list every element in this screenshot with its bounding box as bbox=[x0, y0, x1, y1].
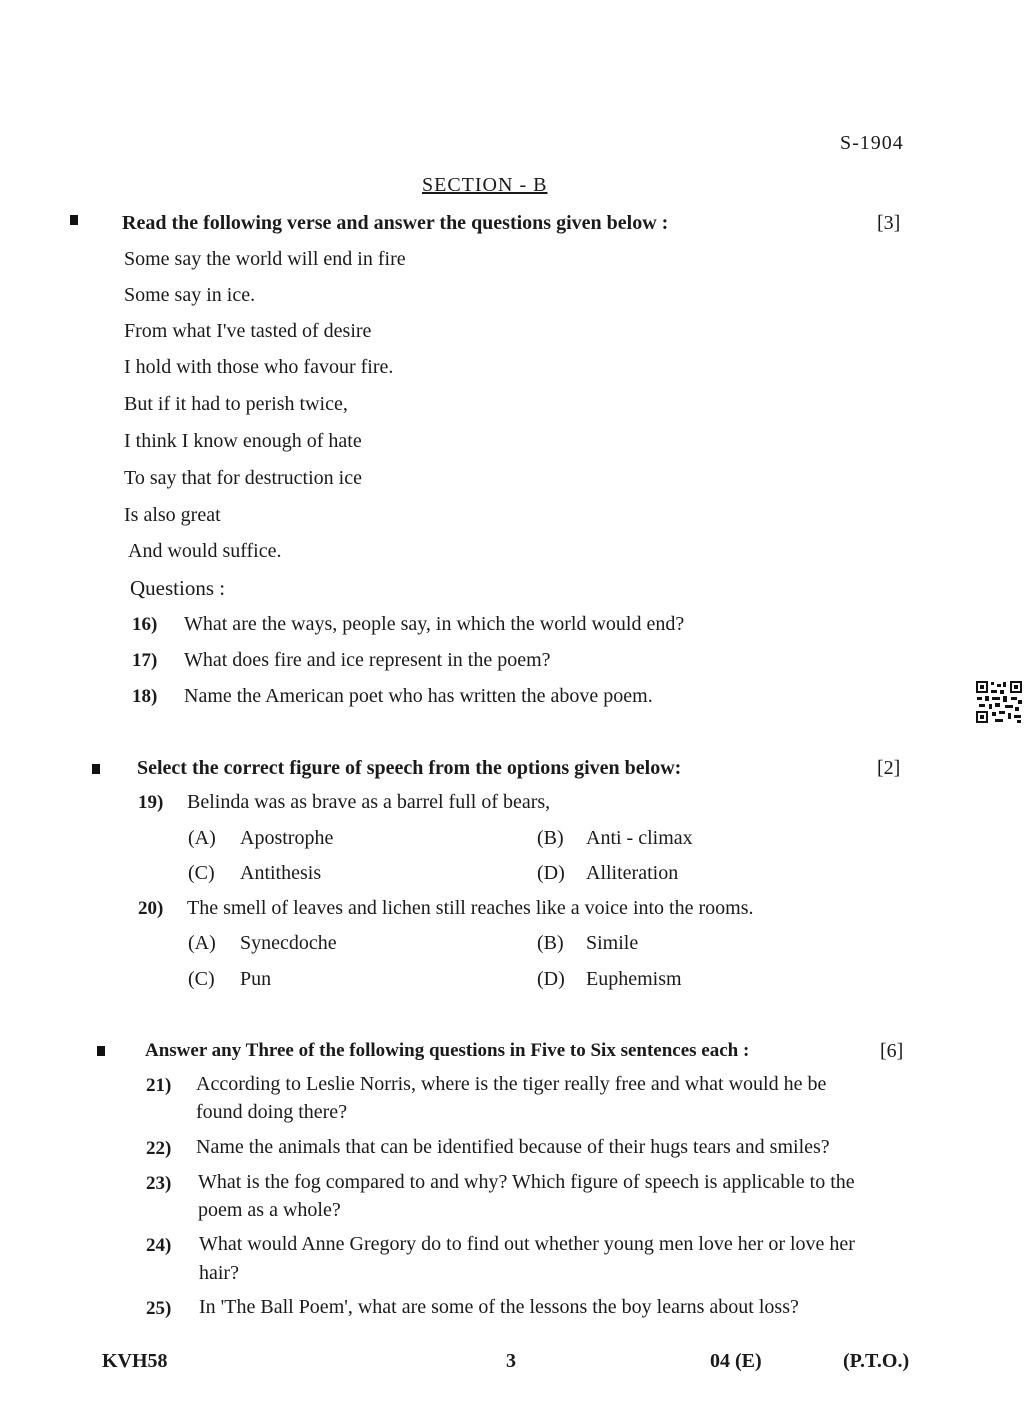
question-text: Belinda was as brave as a barrel full of bears, bbox=[187, 791, 551, 813]
option-letter: (B) bbox=[537, 932, 564, 954]
verse-line: Some say in ice. bbox=[124, 284, 256, 306]
marks-block1: [3] bbox=[877, 212, 901, 234]
option-text: Simile bbox=[586, 932, 639, 954]
pto-label: (P.T.O.) bbox=[843, 1350, 910, 1372]
option-letter: (D) bbox=[537, 968, 565, 990]
question-text: According to Leslie Norris, where is the tiger really free and what would he be bbox=[196, 1073, 827, 1095]
verse-line: I hold with those who favour fire. bbox=[124, 356, 394, 378]
page-number: 3 bbox=[506, 1350, 516, 1372]
verse-line: Is also great bbox=[124, 504, 221, 526]
question-text: What would Anne Gregory do to find out whether young men love her or love her bbox=[199, 1233, 855, 1255]
question-text-continued: found doing there? bbox=[196, 1101, 348, 1123]
question-text: Name the animals that can be identified because of their hugs tears and smiles? bbox=[196, 1136, 830, 1158]
question-number: 16) bbox=[132, 614, 158, 635]
questions-label: Questions : bbox=[130, 576, 226, 600]
footer-medium: 04 (E) bbox=[710, 1350, 762, 1372]
verse-line: To say that for destruction ice bbox=[124, 467, 362, 489]
option-text: Apostrophe bbox=[240, 827, 334, 849]
question-text: The smell of leaves and lichen still reaches like a voice into the rooms. bbox=[187, 897, 754, 919]
option-text: Alliteration bbox=[586, 862, 679, 884]
option-letter: (C) bbox=[188, 968, 215, 990]
option-text: Synecdoche bbox=[240, 932, 337, 954]
question-number: 18) bbox=[132, 686, 158, 707]
question-text: In 'The Ball Poem', what are some of the lessons the boy learns about loss? bbox=[199, 1296, 799, 1318]
question-number: 19) bbox=[138, 792, 164, 813]
bullet-icon bbox=[92, 764, 100, 774]
verse-line: And would suffice. bbox=[128, 540, 282, 562]
question-text: What are the ways, people say, in which the world would end? bbox=[184, 613, 685, 635]
bullet-icon bbox=[70, 215, 78, 225]
question-text-continued: hair? bbox=[199, 1262, 239, 1284]
long-answer-instruction: Answer any Three of the following questions in Five to Six sentences each : bbox=[145, 1040, 750, 1061]
verse-line: From what I've tasted of desire bbox=[124, 320, 372, 342]
option-text: Euphemism bbox=[586, 968, 682, 990]
question-text: What is the fog compared to and why? Which figure of speech is applicable to the bbox=[198, 1171, 855, 1193]
bullet-icon bbox=[97, 1046, 105, 1056]
verse-line: I think I know enough of hate bbox=[124, 430, 362, 452]
verse-instruction: Read the following verse and answer the questions given below : bbox=[122, 212, 669, 234]
question-number: 17) bbox=[132, 650, 158, 671]
question-number: 22) bbox=[146, 1138, 172, 1159]
question-text: What does fire and ice represent in the poem? bbox=[184, 649, 551, 671]
option-text: Anti - climax bbox=[586, 827, 693, 849]
option-text: Pun bbox=[240, 968, 272, 990]
question-number: 20) bbox=[138, 898, 164, 919]
marks-block2: [2] bbox=[877, 757, 901, 779]
paper-code: S-1904 bbox=[840, 132, 904, 154]
qr-code-icon bbox=[975, 680, 1023, 724]
option-letter: (B) bbox=[537, 827, 564, 849]
option-text: Antithesis bbox=[240, 862, 322, 884]
verse-line: But if it had to perish twice, bbox=[124, 393, 348, 415]
section-title: SECTION - B bbox=[422, 174, 548, 196]
option-letter: (A) bbox=[188, 932, 216, 954]
figure-of-speech-instruction: Select the correct figure of speech from the options given below: bbox=[137, 757, 682, 779]
footer-code: KVH58 bbox=[102, 1350, 168, 1372]
option-letter: (A) bbox=[188, 827, 216, 849]
question-number: 21) bbox=[146, 1075, 172, 1096]
question-number: 23) bbox=[146, 1173, 172, 1194]
option-letter: (C) bbox=[188, 862, 215, 884]
question-number: 25) bbox=[146, 1298, 172, 1319]
marks-block3: [6] bbox=[880, 1040, 904, 1062]
question-text: Name the American poet who has written the above poem. bbox=[184, 685, 653, 707]
verse-line: Some say the world will end in fire bbox=[124, 248, 406, 270]
question-text-continued: poem as a whole? bbox=[198, 1199, 341, 1221]
question-number: 24) bbox=[146, 1235, 172, 1256]
option-letter: (D) bbox=[537, 862, 565, 884]
